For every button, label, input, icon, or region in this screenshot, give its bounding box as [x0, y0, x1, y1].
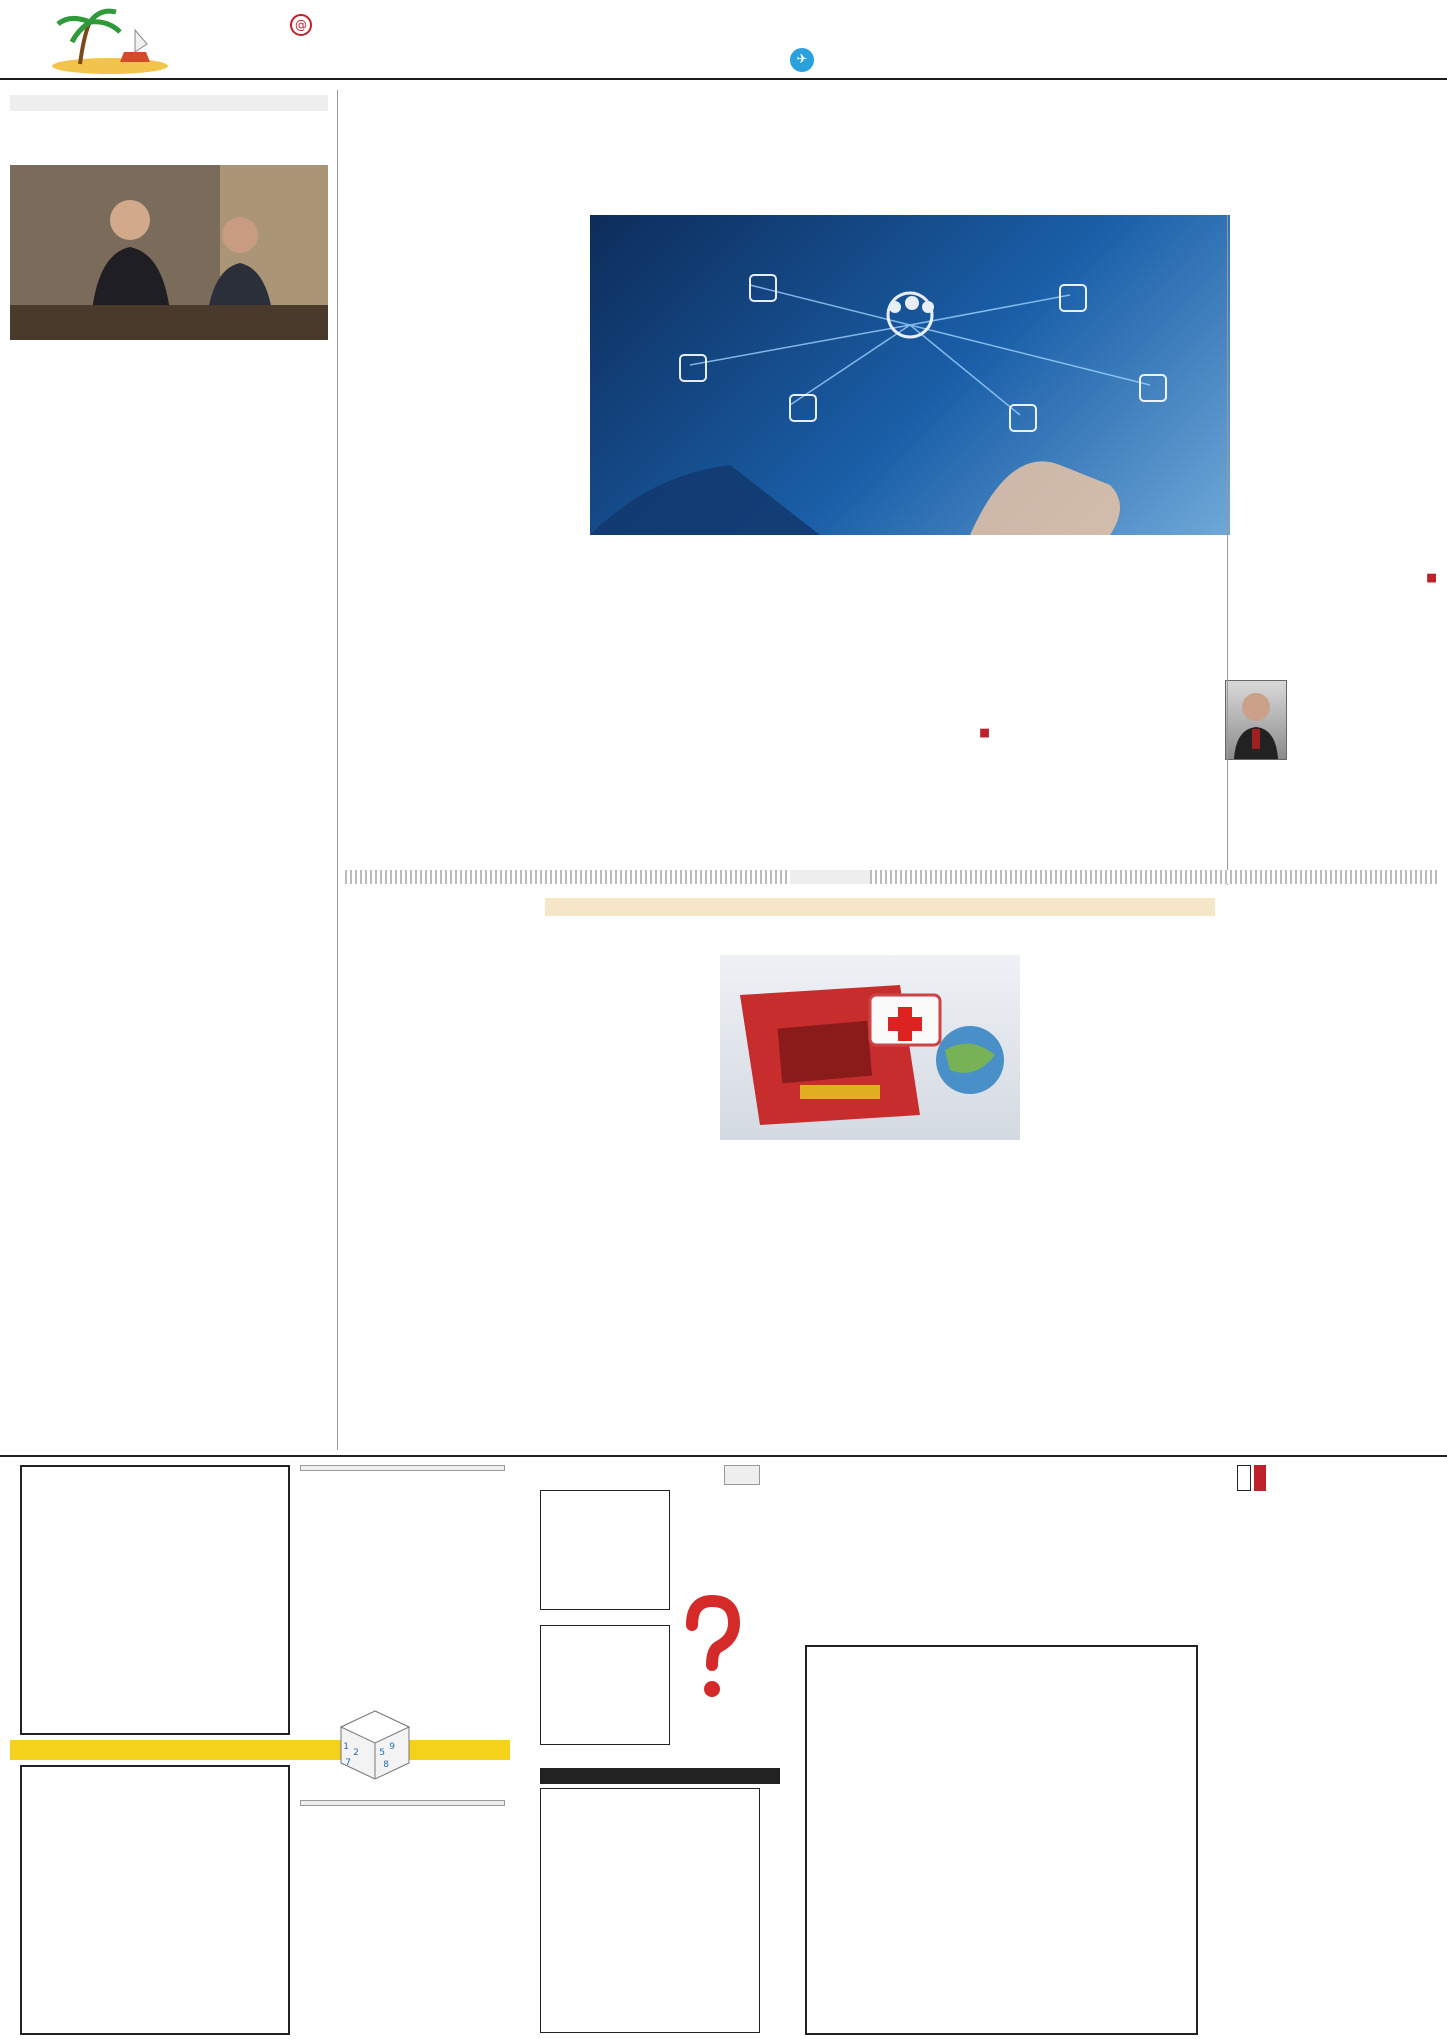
answer-sudoku-hard	[540, 1625, 670, 1745]
lead-subhead-2	[780, 725, 990, 739]
report-col-4b	[545, 1140, 810, 1445]
crossword-row-numbers	[1200, 1645, 1222, 2035]
svg-text:8: 8	[383, 1760, 389, 1770]
expert-portrait	[1225, 680, 1287, 760]
lead-col-3b	[780, 745, 990, 880]
crossword-clues	[1222, 1495, 1437, 2035]
hr-network-photo	[590, 215, 1230, 535]
sudoku-number	[430, 1738, 505, 1762]
telegram-icon: ✈	[790, 48, 814, 72]
answer-caption	[540, 1768, 780, 1784]
lead-col-2	[1000, 545, 1220, 880]
column-rule	[1227, 215, 1228, 885]
medical-travel-photo	[720, 955, 1020, 1140]
report-col-4a	[545, 955, 715, 1140]
meeting-photo	[10, 165, 328, 340]
report-kicker	[545, 898, 1215, 916]
sudoku-cube-icon	[335, 1705, 415, 1785]
lead-col-4	[590, 545, 770, 880]
report-col-3	[820, 1140, 1010, 1445]
lead-col-1d	[1227, 775, 1437, 875]
email-icon: @	[290, 14, 312, 36]
column-rule	[337, 90, 338, 1450]
sudoku-easy-info	[300, 1465, 505, 1485]
lead-col-1c	[1292, 665, 1437, 775]
crossword-title	[1237, 1465, 1437, 1491]
lead-col-5	[345, 95, 580, 880]
report-tag	[790, 870, 870, 884]
report-col-2a	[1020, 955, 1210, 1140]
report-col-5	[345, 890, 535, 1445]
crossword-grid[interactable]	[805, 1645, 1198, 2035]
svg-text:2: 2	[353, 1748, 359, 1758]
news-tag	[10, 95, 328, 111]
page-header	[0, 0, 1447, 80]
sudoku-hard-grid[interactable]	[20, 1765, 290, 2035]
report-col-1	[1227, 890, 1437, 1445]
svg-text:5: 5	[379, 1748, 385, 1758]
palm-beach-icon	[50, 4, 170, 74]
crossword-clue-continuation	[785, 1465, 1215, 1615]
svg-text:1: 1	[343, 1742, 349, 1752]
svg-text:7: 7	[345, 1758, 351, 1768]
lead-subhead-1	[1227, 570, 1437, 584]
lead-col-1	[1227, 215, 1437, 575]
section-divider	[345, 870, 1440, 884]
sudoku-hard-info	[300, 1800, 505, 1826]
svg-text:9: 9	[389, 1742, 395, 1752]
question-mark-icon	[680, 1595, 740, 1705]
newspaper-logo	[1287, 18, 1437, 76]
sudoku-easy-grid[interactable]	[20, 1465, 290, 1735]
answer-sudoku-easy	[540, 1490, 670, 1610]
report-col-2b	[1020, 1140, 1210, 1445]
people-network-graphic	[590, 215, 1230, 535]
news-body	[10, 345, 328, 1435]
answer-crossword-grid	[540, 1788, 760, 2033]
lead-col-3	[780, 545, 990, 725]
puzzle-divider	[0, 1455, 1447, 1457]
answer-sudoku-area	[540, 1465, 760, 1765]
